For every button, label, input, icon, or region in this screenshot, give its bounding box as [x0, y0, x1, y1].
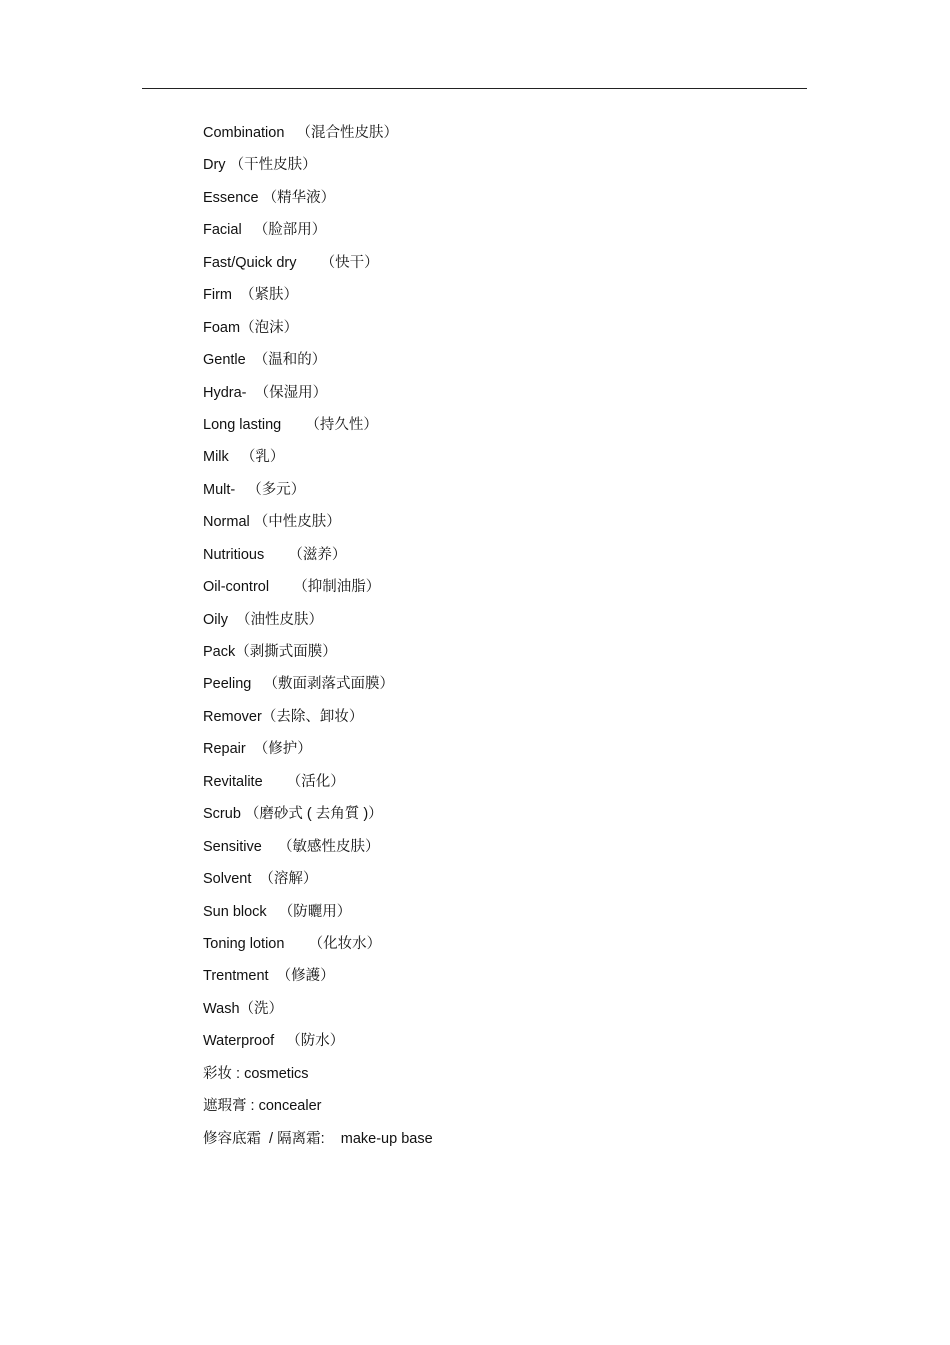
glossary-entry: Waterproof （防水） — [203, 1033, 345, 1050]
glossary-entry: Sun block （防曬用） — [203, 903, 352, 920]
glossary-entry: Fast/Quick dry （快干） — [203, 254, 379, 271]
glossary-entry: Dry （干性皮肤） — [203, 157, 317, 174]
glossary-entry: Trentment （修護） — [203, 968, 335, 985]
glossary-entry: Foam（泡沫） — [203, 319, 299, 336]
glossary-entry: Pack（剥撕式面膜） — [203, 644, 337, 660]
header-rule — [142, 88, 807, 89]
glossary-entry: Toning lotion （化妆水） — [203, 935, 382, 952]
glossary-entry: Solvent （溶解） — [203, 871, 318, 888]
glossary-entry: Sensitive （敏感性皮肤） — [203, 838, 380, 855]
glossary-entry: Hydra- （保湿用） — [203, 384, 328, 401]
glossary-entry: 彩妆 : cosmetics — [203, 1065, 309, 1082]
glossary-entry: Repair （修护） — [203, 741, 312, 758]
glossary-entry: Normal （中性皮肤） — [203, 514, 341, 531]
glossary-entry: Essence （精华液） — [203, 189, 336, 206]
glossary-entry: Facial （脸部用） — [203, 222, 327, 239]
glossary-entry: Combination （混合性皮肤） — [203, 125, 398, 141]
glossary-entry: Wash（洗） — [203, 1000, 284, 1017]
glossary-entry: Nutritious （滋养） — [203, 546, 347, 563]
glossary-entry: Long lasting （持久性） — [203, 416, 378, 433]
glossary-entry: Firm （紧肤） — [203, 287, 299, 304]
glossary-entry: Revitalite （活化） — [203, 773, 345, 790]
glossary-entry: Scrub （磨砂式 ( 去角質 )） — [203, 806, 383, 823]
glossary-entry: Oily （油性皮肤） — [203, 611, 324, 628]
glossary-entry: Oil-control （抑制油脂） — [203, 579, 381, 596]
glossary-entry: 修容底霜 / 隔离霜: make-up base — [203, 1130, 433, 1147]
glossary-entry: Peeling （敷面剥落式面膜） — [203, 676, 394, 693]
glossary-entry: Gentle （温和的） — [203, 352, 327, 369]
glossary-entry: Remover（去除、卸妆） — [203, 708, 364, 725]
glossary-entry: Mult- （多元） — [203, 481, 306, 498]
glossary-entry: Milk （乳） — [203, 449, 285, 466]
glossary-entry: 遮瑕膏 : concealer — [203, 1098, 322, 1115]
glossary-list — [203, 122, 433, 1160]
